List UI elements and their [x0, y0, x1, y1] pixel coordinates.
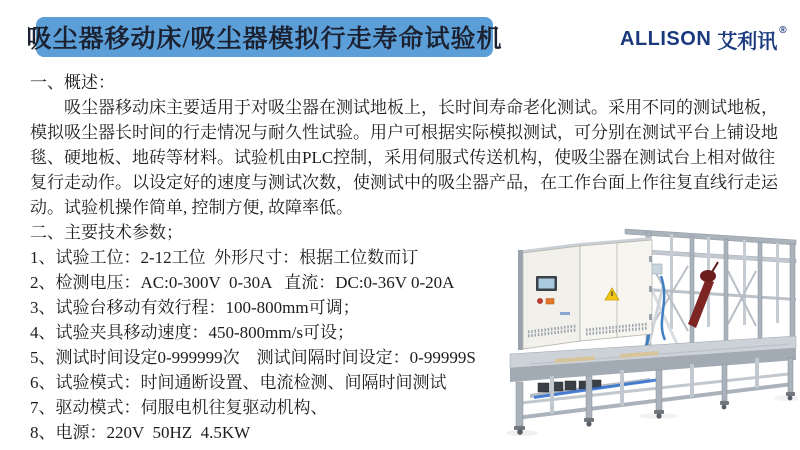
- overview-paragraph-line: 动。试验机操作简单, 控制方便, 故障率低。: [30, 198, 353, 217]
- section-specs-heading: 二、主要技术参数；: [30, 223, 183, 242]
- overview-paragraph-line: 模拟吸尘器长时间的行走情况与耐久性试验。用户可根据实际模拟测试，可分别在测试平台上铺设地: [30, 123, 778, 142]
- overview-paragraph-line: 毯、硬地板、地砖等材料。试验机由PLC控制，采用伺服式传送机构，使吸尘器在测试台上相对做往: [30, 148, 776, 167]
- spec-item: 6、试验模式：时间通断设置、电流检测、间隔时间测试: [30, 373, 447, 392]
- brand-logo: [620, 24, 787, 54]
- page-title-banner: [26, 17, 503, 57]
- cabinet-label: [560, 312, 570, 315]
- spec-item: 7、驱动模式：伺服电机往复驱动机构、: [30, 398, 328, 417]
- overview-paragraph-line: 复行走动作。以设定好的速度与测试次数，使测试中的吸尘器产品，在工作台面上作往复直线行走运: [30, 173, 778, 192]
- overview-paragraph-line: 吸尘器移动床主要适用于对吸尘器在测试地板上，长时间寿命老化测试。采用不同的测试地板，: [30, 98, 778, 117]
- spec-item: 2、检测电压：AC:0-300V 0-30A 直流：DC:0-36V 0-20A: [30, 273, 455, 292]
- control-cabinet: [518, 237, 652, 350]
- spec-item: 1、试验工位：2-12工位 外形尺寸：根据工位数而订: [30, 248, 419, 267]
- start-button: [537, 298, 542, 303]
- spec-item: 5、测试时间设定0-999999次 测试间隔时间设定：0-99999S: [30, 348, 476, 367]
- brand-name: ALLISON: [620, 27, 712, 50]
- control-switch: [546, 299, 554, 305]
- spec-item: 3、试验台移动有效行程：100-800mm可调；: [30, 298, 360, 317]
- spec-item: 4、试验夹具移动速度：450-800mm/s可设；: [30, 323, 354, 342]
- brand-name-cn: 艾利讯: [717, 30, 778, 53]
- machine-photo: [500, 226, 798, 446]
- hmi-screen: [536, 276, 557, 291]
- spec-item: 8、电源：220V 50HZ 4.5KW: [30, 423, 251, 442]
- page-title: 吸尘器移动床/吸尘器模拟行走寿命试验机: [26, 26, 503, 53]
- section-overview-heading: 一、概述：: [30, 73, 115, 92]
- registered-trademark-icon: ®: [779, 24, 787, 36]
